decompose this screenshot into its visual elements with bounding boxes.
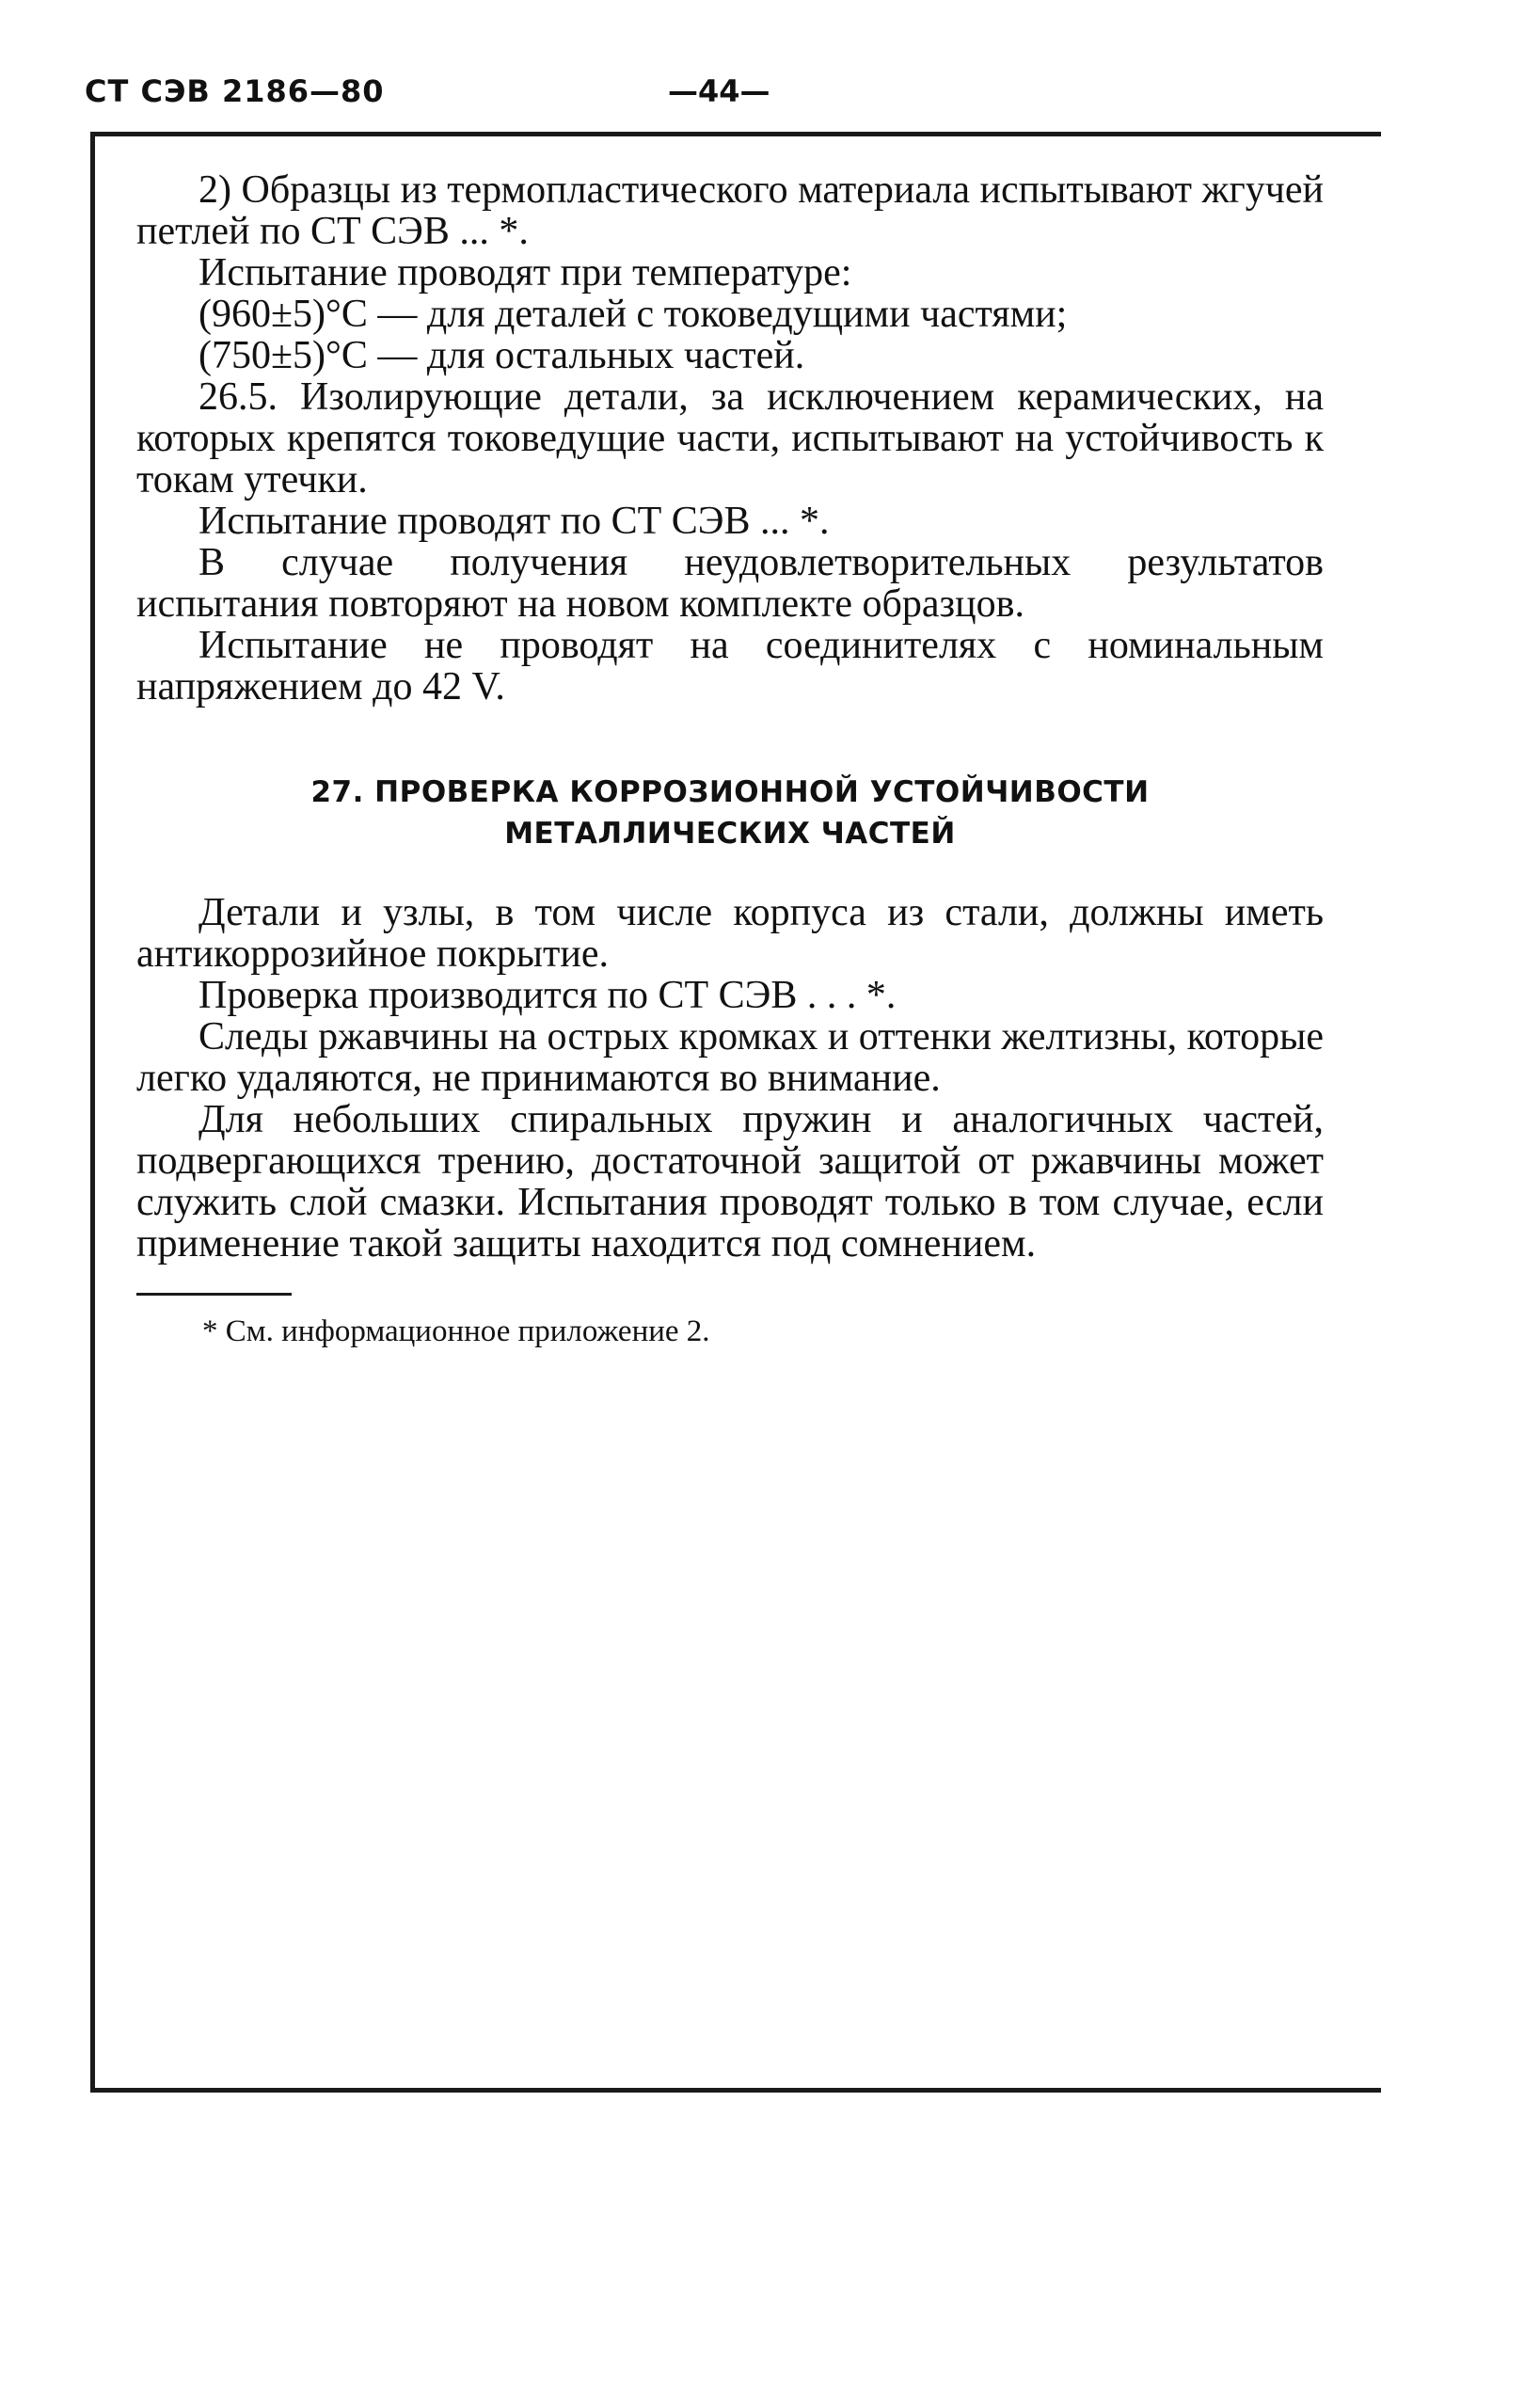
footnote-divider xyxy=(136,1293,292,1296)
temperature-line: (960±5)°С — для деталей с токоведущими частями; xyxy=(198,293,1068,336)
clause-26-5: 26.5. Изолирующие детали, за исключением керамических, на которых крепятся токоведущие части, испытывают на устойчивость к токам утечки. xyxy=(136,375,1324,501)
paragraph: В случае получения неудовлетворительных результатов испытания повторяют на новом комплекте образцов. xyxy=(136,541,1324,626)
section-heading xyxy=(136,772,1324,854)
paragraph: Проверка производится по СТ СЭВ . . . *. xyxy=(198,974,897,1017)
document-body xyxy=(136,169,1324,1350)
paragraph: Для небольших спиральных пружин и аналогичных частей, подвергающихся трению, достаточной защитой от ржавчины может служить слой смазки. Испытания проводят только в том случае, если применение такой защиты находится под сомнением. xyxy=(136,1098,1324,1266)
paragraph: Испытание проводят при температуре: xyxy=(198,251,852,295)
temperature-line: (750±5)°С — для остальных частей. xyxy=(198,334,805,377)
standard-code: СТ СЭВ 2186—80 xyxy=(85,73,385,109)
section-heading-line: 27. ПРОВЕРКА КОРРОЗИОННОЙ УСТОЙЧИВОСТИ xyxy=(310,775,1150,809)
page-header xyxy=(85,73,1383,111)
paragraph: Детали и узлы, в том числе корпуса из стали, должны иметь антикоррозийное покрытие. xyxy=(136,891,1324,976)
paragraph: 2) Образцы из термопластического материала испытывают жгучей петлей по СТ СЭВ ... *. xyxy=(136,168,1324,253)
paragraph: Следы ржавчины на острых кромках и оттенки желтизны, которые легко удаляются, не принимаются во внимание. xyxy=(136,1015,1325,1100)
footnote: * См. информационное приложение 2. xyxy=(202,1314,710,1348)
section-heading-line: МЕТАЛЛИЧЕСКИХ ЧАСТЕЙ xyxy=(504,817,956,851)
paragraph: Испытание не проводят на соединителях с номинальным напряжением до 42 V. xyxy=(136,624,1324,708)
paragraph: Испытание проводят по СТ СЭВ ... *. xyxy=(198,500,830,543)
page-number: —44— xyxy=(668,73,770,109)
